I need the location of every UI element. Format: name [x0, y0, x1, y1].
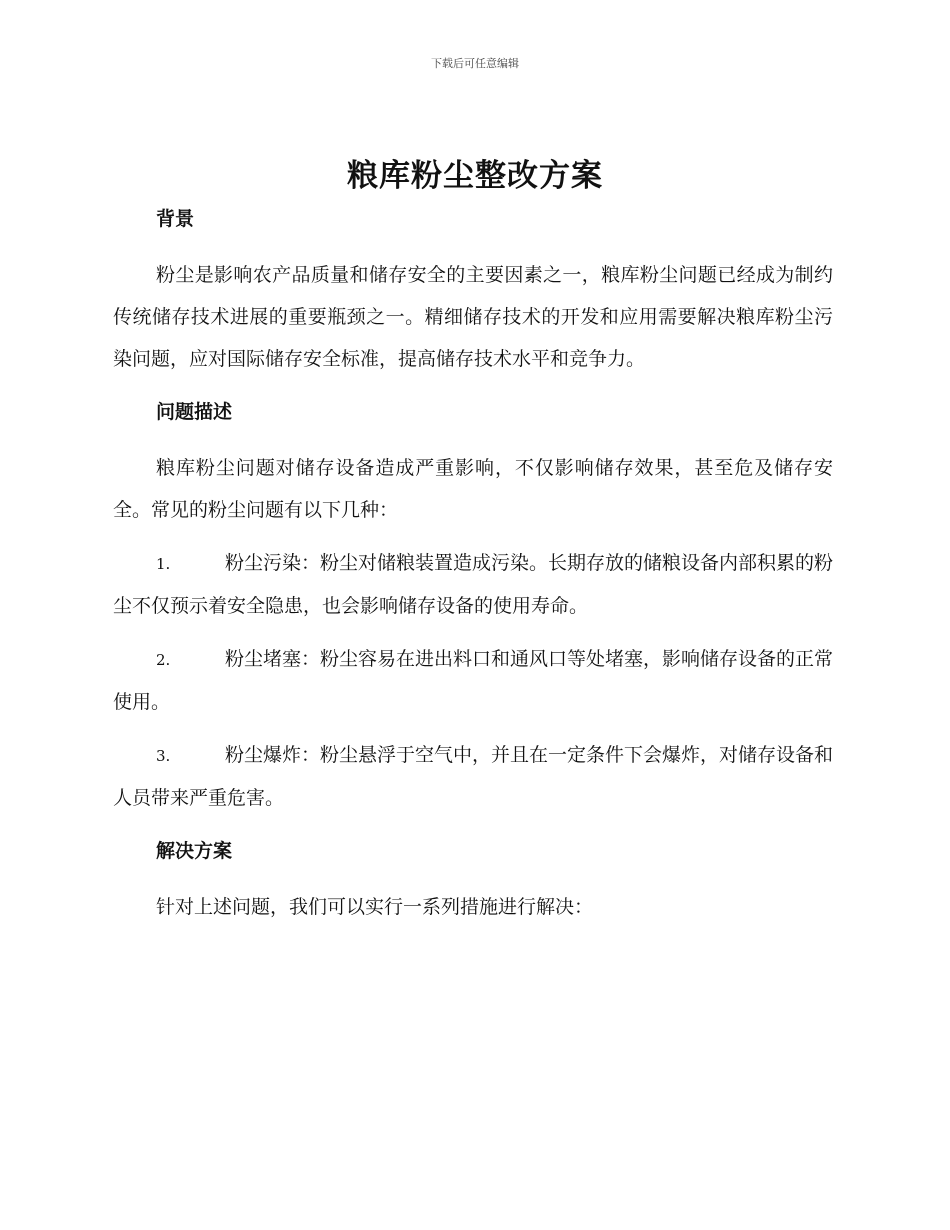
list-item-text: 粉尘堵塞：粉尘容易在进出料口和通风口等处堵塞，影响储存设备的正常使用。: [113, 648, 834, 713]
section-heading-background: 背景: [156, 208, 195, 230]
solution-paragraph: 针对上述问题，我们可以实行一系列措施进行解决：: [156, 896, 594, 918]
section-heading-solution: 解决方案: [156, 840, 233, 862]
problem-paragraph: 粮库粉尘问题对储存设备造成严重影响，不仅影响储存效果，甚至危及储存安全。常见的粉尘问题有以下几种：: [113, 457, 833, 521]
section-heading-problem: 问题描述: [156, 401, 233, 423]
document-body: [113, 198, 833, 928]
page-header-note: 下载后可任意编辑: [431, 57, 519, 70]
list-item-number: 2.: [156, 651, 171, 669]
background-paragraph: 粉尘是影响农产品质量和储存安全的主要因素之一，粮库粉尘问题已经成为制约传统储存技术进展的重要瓶颈之一。精细储存技术的开发和应用需要解决粮库粉尘污染问题，应对国际储存安全标准，提高储存技术水平和竞争力。: [113, 264, 833, 370]
list-item: [113, 542, 833, 627]
list-item-number: 3.: [156, 747, 171, 765]
list-item-text: 粉尘爆炸：粉尘悬浮于空气中，并且在一定条件下会爆炸，对储存设备和人员带来严重危害。: [113, 744, 834, 809]
list-item: [113, 734, 833, 819]
list-item: [113, 638, 833, 723]
list-item-number: 1.: [156, 555, 171, 573]
list-item-text: 粉尘污染：粉尘对储粮装置造成污染。长期存放的储粮设备内部积累的粉尘不仅预示着安全隐患，也会影响储存设备的使用寿命。: [113, 552, 834, 617]
document-title: 粮库粉尘整改方案: [347, 158, 603, 194]
